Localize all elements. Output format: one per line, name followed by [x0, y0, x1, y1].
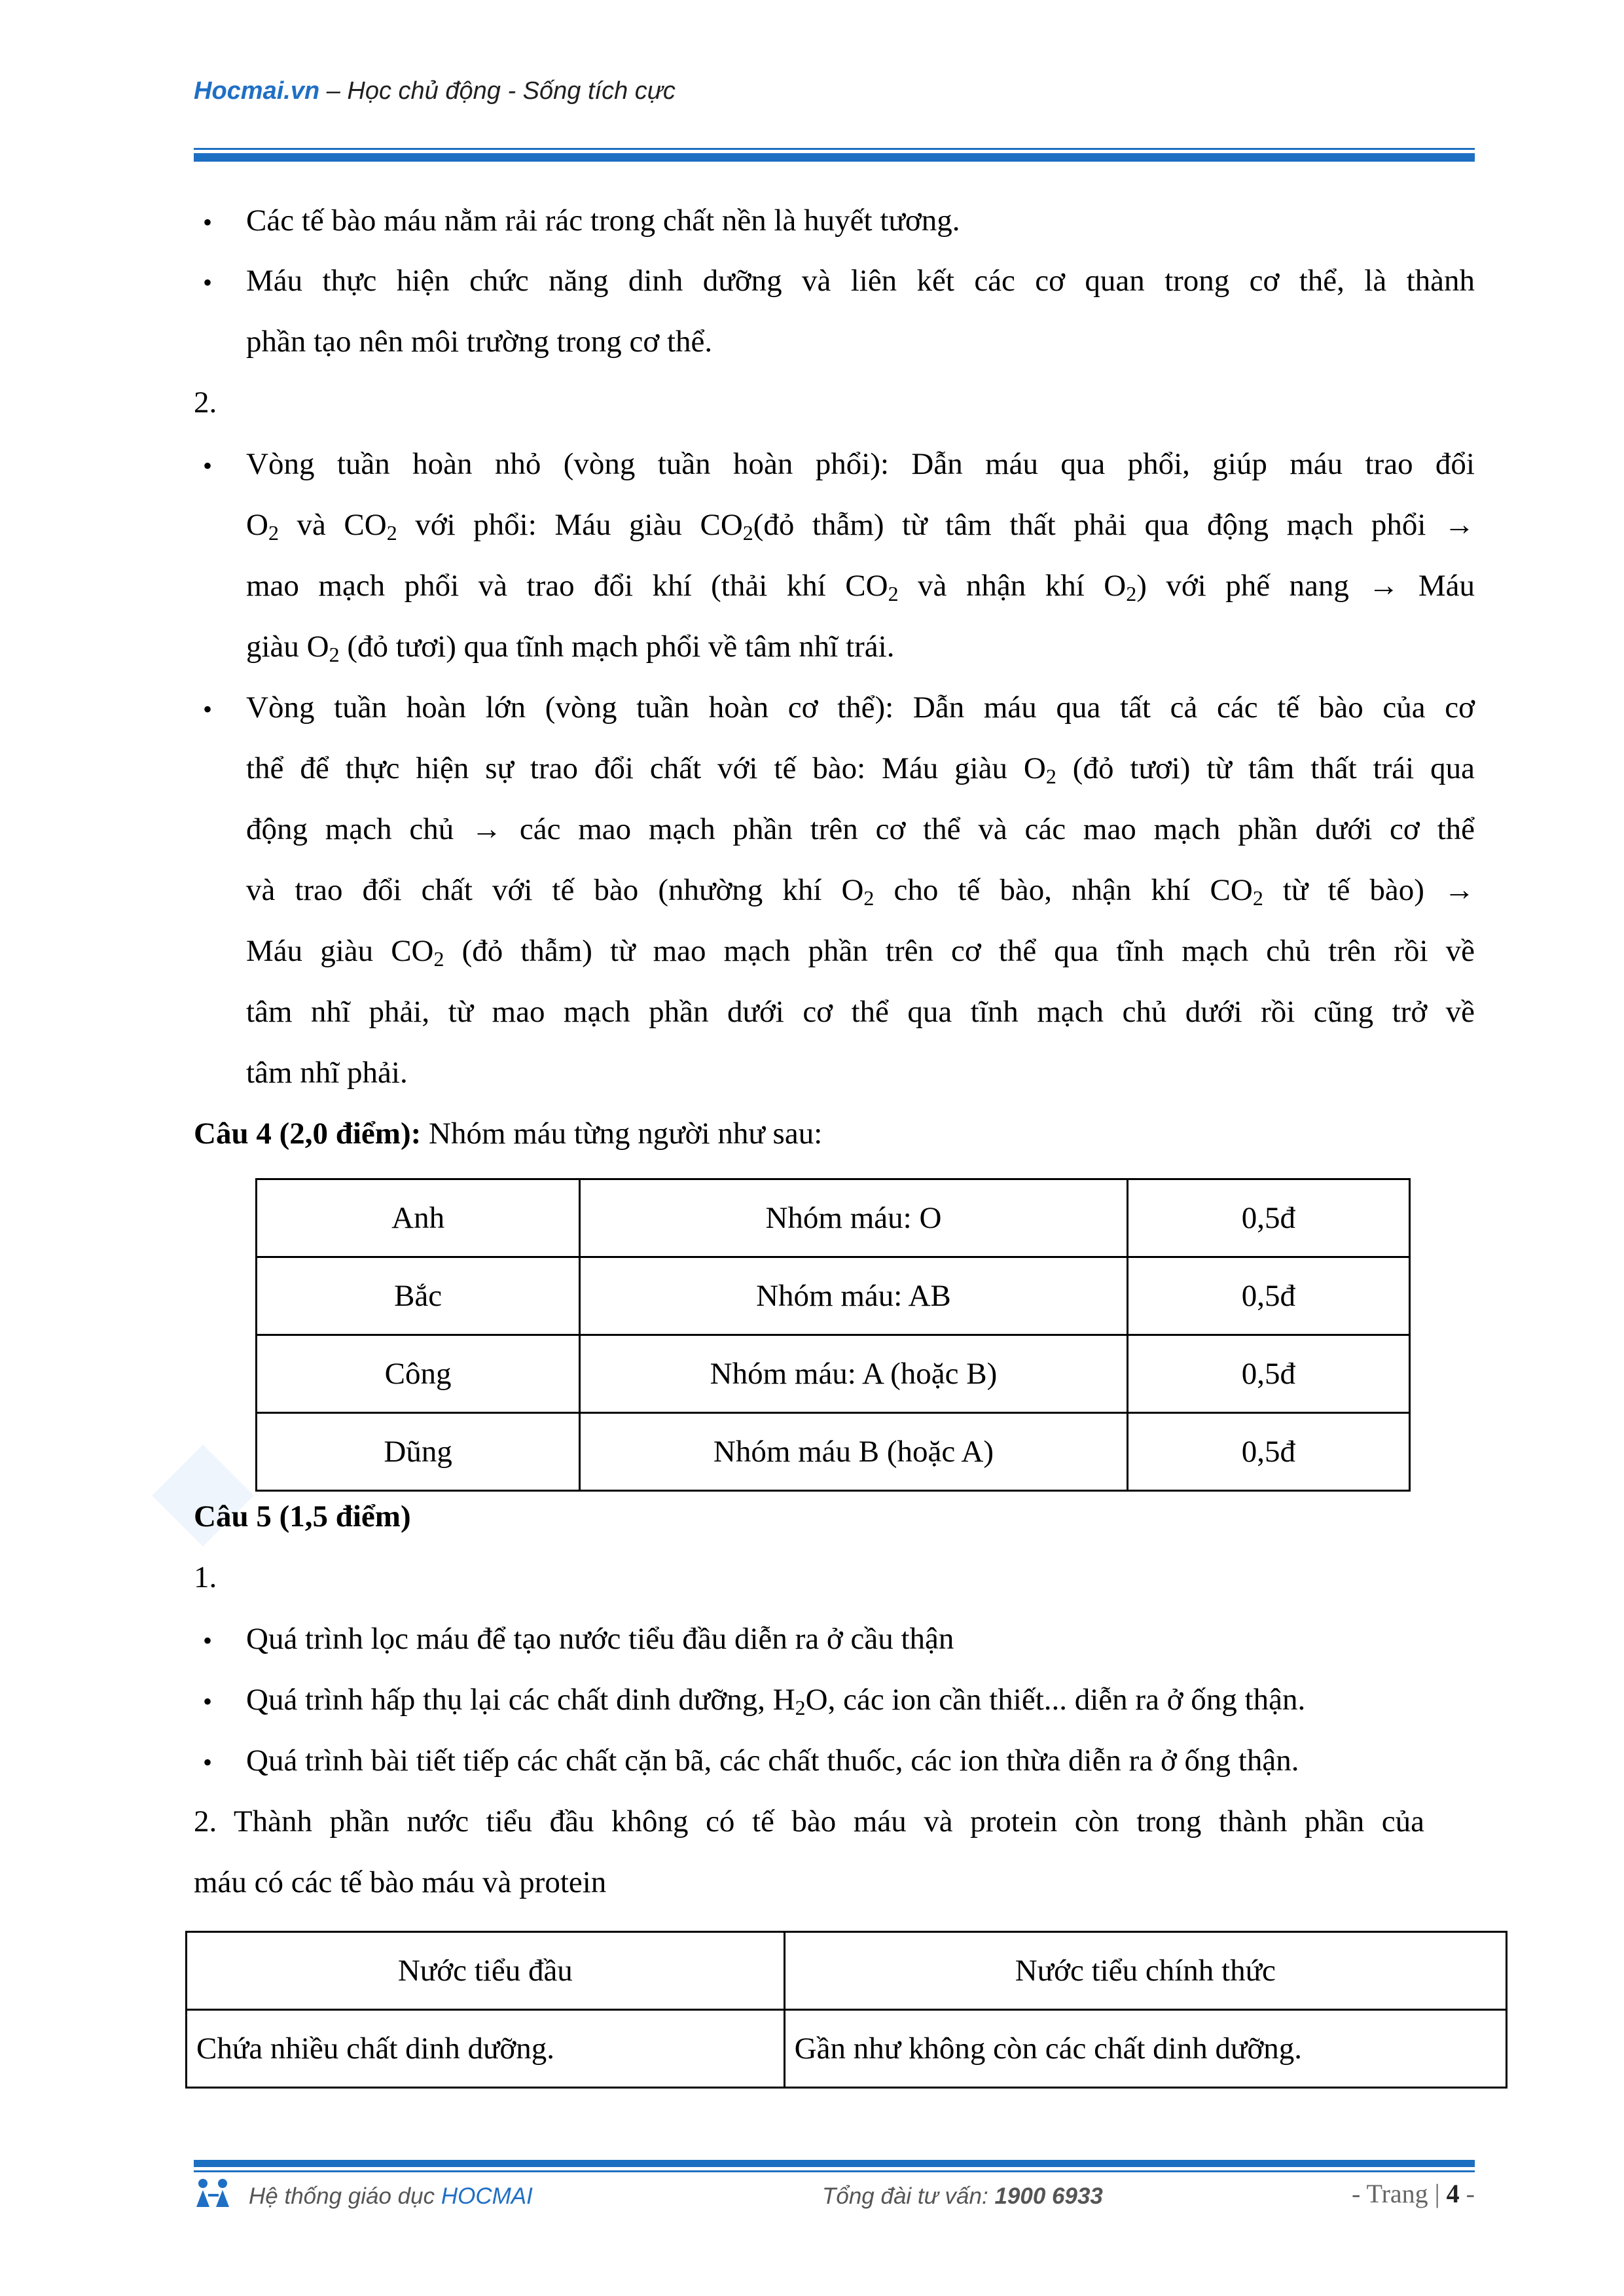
bullet-6: Quá trình hấp thụ lại các chất dinh dưỡng, $H_2O$, các ion cần thiết... diễn ra ở ống thận.	[246, 1683, 1306, 1719]
table-header-row	[187, 1932, 1507, 2010]
table-row	[257, 1335, 1410, 1413]
bullet-icon: •	[203, 694, 213, 724]
person-name: Công	[257, 1335, 580, 1413]
bullet-3-line-1: Vòng tuần hoàn nhỏ (vòng tuần hoàn phổi): Dẫn máu qua phổi, giúp máu trao đổi	[246, 447, 1475, 481]
bullet-4-line-6: tâm nhĩ phải, từ mao mạch phần dưới cơ thể qua tĩnh mạch chủ dưới rồi cũng trở về	[246, 995, 1475, 1029]
score: 0,5đ	[1127, 1179, 1409, 1257]
header-brand	[194, 77, 676, 105]
footer-rule-thick	[194, 2160, 1475, 2167]
person-name: Dũng	[257, 1413, 580, 1491]
bullet-3-line-2: $O_2$ và $CO_2$ với phổi: Máu giàu $CO_2(đỏ$ thẫm) từ tâm thất phải qua động mạch phổi →	[246, 508, 1475, 545]
header-slogan: – Học chủ động - Sống tích cực	[319, 77, 676, 105]
footer-org	[249, 2183, 533, 2210]
bullet-4-line-7: tâm nhĩ phải.	[246, 1056, 408, 1090]
bullet-3-line-4: giàu $O_2$ (đỏ tươi) qua tĩnh mạch phổi về tâm nhĩ trái.	[246, 630, 895, 666]
blood-group: Nhóm máu: AB	[580, 1257, 1127, 1335]
bullet-icon: •	[203, 1687, 213, 1716]
footer	[194, 2179, 1475, 2219]
bullet-icon: •	[203, 451, 213, 480]
bullet-1: Các tế bào máu nằm rải rác trong chất nền là huyết tương.	[246, 204, 960, 238]
table-row	[187, 2010, 1507, 2088]
section-number-2: 2.	[194, 386, 217, 420]
brand-name: Hocmai.vn	[194, 77, 320, 105]
blood-group: Nhóm máu B (hoặc A)	[580, 1413, 1127, 1491]
page-number	[1352, 2178, 1475, 2209]
blood-group: Nhóm máu: O	[580, 1179, 1127, 1257]
table-row	[257, 1257, 1410, 1335]
page-suffix: -	[1459, 2179, 1475, 2208]
footer-org-brand: HOCMAI	[441, 2183, 533, 2209]
bullet-icon: •	[203, 268, 213, 297]
page-number-value: 4	[1446, 2179, 1460, 2208]
bullet-icon: •	[203, 207, 213, 237]
question-4-title: Câu 4 (2,0 điểm):	[194, 1117, 422, 1151]
section-number-1: 1.	[194, 1560, 217, 1594]
column-header: Nước tiểu chính thức	[784, 1932, 1506, 2010]
hocmai-logo-icon	[194, 2174, 233, 2214]
score: 0,5đ	[1127, 1413, 1409, 1491]
bullet-3-line-3: mao mạch phổi và trao đổi khí (thải khí $CO_2$ và nhận khí $O_2$) với phế nang → Máu	[246, 569, 1475, 605]
header-rule-thin	[194, 148, 1475, 150]
header-rule-thick	[194, 153, 1475, 162]
bullet-2-line-2: phần tạo nên môi trường trong cơ thể.	[246, 325, 713, 359]
question-5-title: Câu 5 (1,5 điểm)	[194, 1499, 411, 1534]
bullet-icon: •	[203, 1748, 213, 1777]
question-4-text: Nhóm máu từng người như sau:	[421, 1117, 823, 1151]
bullet-4-line-3: động mạch chủ → các mao mạch phần trên cơ thể và các mao mạch phần dưới cơ thể	[246, 812, 1475, 846]
paragraph-2-line-1: 2. Thành phần nước tiểu đầu không có tế bào máu và protein còn trong thành phần của	[194, 1804, 1424, 1839]
table-row	[257, 1413, 1410, 1491]
question-4-heading	[194, 1116, 822, 1151]
column-header: Nước tiểu đầu	[187, 1932, 785, 2010]
footer-hotline	[822, 2183, 1103, 2210]
score: 0,5đ	[1127, 1257, 1409, 1335]
bullet-icon: •	[203, 1626, 213, 1655]
page-label: - Trang |	[1351, 2179, 1447, 2208]
hotline-label: Tổng đài tư vấn:	[822, 2183, 995, 2209]
person-name: Anh	[257, 1179, 580, 1257]
footer-rule-thin	[194, 2170, 1475, 2172]
hotline-number: 1900 6933	[994, 2183, 1103, 2209]
table-cell: Chứa nhiều chất dinh dưỡng.	[187, 2010, 785, 2088]
paragraph-2-line-2: máu có các tế bào máu và protein	[194, 1865, 607, 1899]
bullet-4-line-2: thể để thực hiện sự trao đổi chất với tế bào: Máu giàu $O_2$ (đỏ tươi) từ tâm thất trái qua	[246, 751, 1475, 788]
table-row	[257, 1179, 1410, 1257]
person-name: Bắc	[257, 1257, 580, 1335]
bullet-4-line-1: Vòng tuần hoàn lớn (vòng tuần hoàn cơ thể): Dẫn máu qua tất cả các tế bào của cơ	[246, 691, 1475, 725]
bullet-7: Quá trình bài tiết tiếp các chất cặn bã, các chất thuốc, các ion thừa diễn ra ở ống thận.	[246, 1744, 1299, 1778]
urine-comparison-table	[185, 1931, 1507, 2089]
score: 0,5đ	[1127, 1335, 1409, 1413]
bullet-4-line-5: Máu giàu $CO_2$ (đỏ thẫm) từ mao mạch phần trên cơ thể qua tĩnh mạch chủ trên rồi về	[246, 934, 1475, 971]
bullet-5: Quá trình lọc máu để tạo nước tiểu đầu diễn ra ở cầu thận	[246, 1622, 954, 1656]
table-cell: Gần như không còn các chất dinh dưỡng.	[784, 2010, 1506, 2088]
bullet-2-line-1: Máu thực hiện chức năng dinh dưỡng và liên kết các cơ quan trong cơ thể, là thành	[246, 264, 1475, 298]
blood-group: Nhóm máu: A (hoặc B)	[580, 1335, 1127, 1413]
footer-org-prefix: Hệ thống giáo dục	[249, 2183, 441, 2209]
blood-group-table	[255, 1178, 1411, 1492]
bullet-4-line-4: và trao đổi chất với tế bào (nhường khí $O_2$ cho tế bào, nhận khí $CO_2$ từ tế bào) →	[246, 873, 1475, 910]
